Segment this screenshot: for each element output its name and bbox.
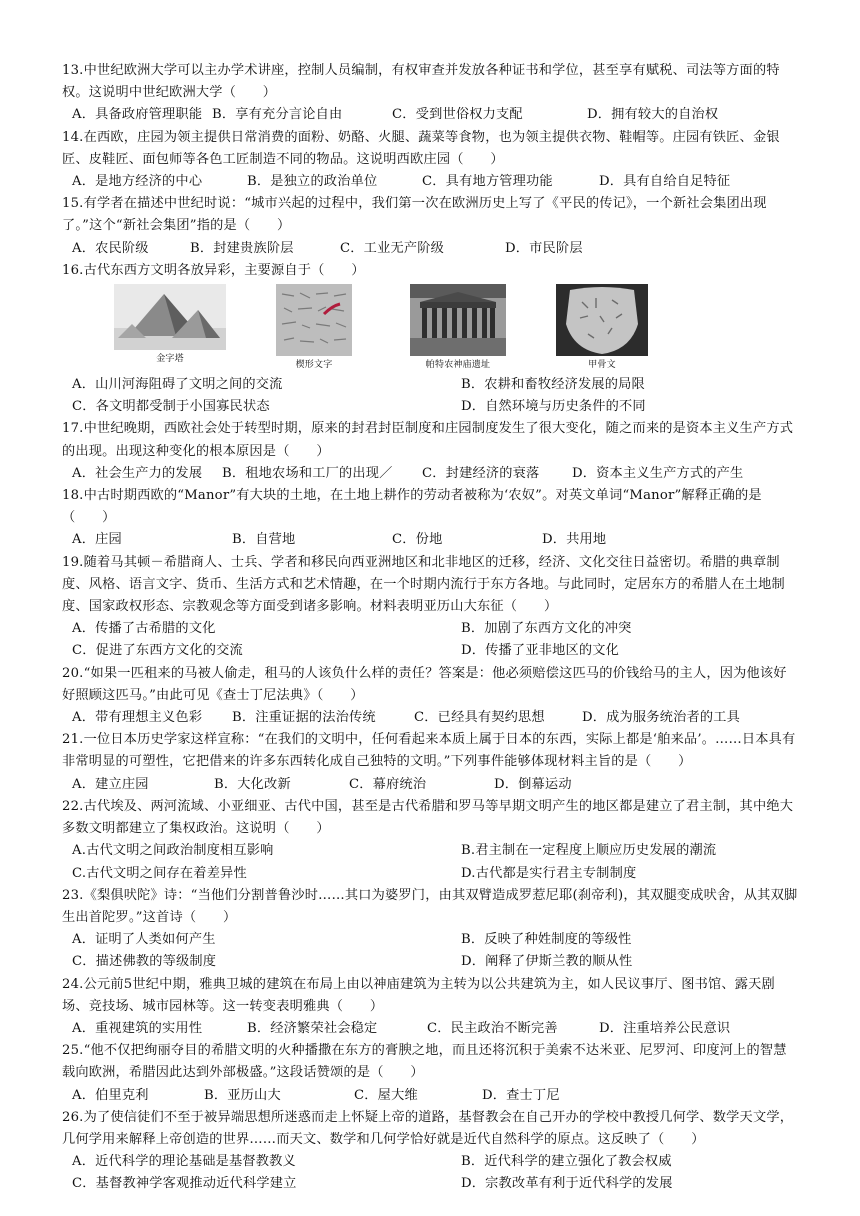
figure-caption: 帕特农神庙遗址 bbox=[425, 360, 491, 371]
question-24 bbox=[62, 974, 798, 1041]
options bbox=[62, 1151, 798, 1195]
option-d: D．传播了亚非地区的文化 bbox=[461, 643, 620, 659]
option-c: C．具有地方管理功能 bbox=[422, 174, 553, 190]
option-c: C．描述佛教的等级制度 bbox=[72, 954, 217, 970]
question-20 bbox=[62, 663, 798, 730]
option-d: D．倒幕运动 bbox=[494, 776, 572, 792]
question-19 bbox=[62, 552, 798, 663]
figure-oracle-bone bbox=[530, 284, 674, 374]
question-21 bbox=[62, 729, 798, 796]
options bbox=[62, 104, 798, 126]
option-c: C.古代文明之间存在着差异性 bbox=[72, 865, 247, 881]
option-c: C．促进了东西方文化的交流 bbox=[72, 643, 243, 659]
figure-caption: 楔形文字 bbox=[295, 360, 333, 371]
question-stem: 14.在西欧，庄园为领主提供日常消费的面粉、奶酪、火腿、蔬菜等食物，也为领主提供衣物、鞋帽等。庄园有铁匠、金银匠、皮鞋匠、面包师等各色工匠制造不同的物品。这说明西欧庄园（ ） bbox=[62, 129, 780, 167]
options bbox=[62, 238, 798, 260]
option-a: A．伯里克利 bbox=[72, 1087, 149, 1103]
question-stem: 24.公元前5世纪中期，雅典卫城的建筑在布局上由以神庙建筑为主转为以公共建筑为主，如人民议事厅、图书馆、露天剧场、竞技场、城市园林等。这一转变表明雅典（ ） bbox=[62, 976, 775, 1014]
option-c: C．已经具有契约思想 bbox=[414, 710, 545, 726]
parthenon-image bbox=[410, 284, 506, 356]
question-stem: 25.“他不仅把绚丽夺目的希腊文明的火种播撒在东方的膏腴之地，而且还将沉积于美索不达米亚、尼罗河、印度河上的智慧载向欧洲，希腊因此达到外部极盛。”这段话赞颂的是（ ） bbox=[62, 1043, 787, 1081]
option-d: D．查士丁尼 bbox=[482, 1087, 560, 1103]
options bbox=[62, 1085, 798, 1107]
option-b: B．注重证据的法治传统 bbox=[232, 710, 376, 726]
cuneiform-tablet-image bbox=[276, 284, 352, 356]
option-d: D．注重培养公民意识 bbox=[599, 1020, 731, 1036]
option-b: B．封建贵族阶层 bbox=[190, 240, 294, 256]
option-c: C．受到世俗权力支配 bbox=[392, 107, 523, 123]
option-d: D．阐释了伊斯兰教的顺从性 bbox=[461, 954, 633, 970]
option-d: D.古代都是实行君主专制制度 bbox=[461, 865, 637, 881]
question-stem: 22.古代埃及、两河流域、小亚细亚、古代中国，甚至是古代希腊和罗马等早期文明产生的地区都是建立了君主制，其中绝大多数文明都建立了集权政治。这说明（ ） bbox=[62, 798, 794, 837]
figure-pyramid bbox=[98, 284, 242, 374]
option-d: D．宗教改革有利于近代科学的发展 bbox=[461, 1176, 673, 1192]
question-15 bbox=[62, 193, 798, 260]
option-b: B．加剧了东西方文化的冲突 bbox=[461, 621, 632, 637]
option-b: B．反映了种姓制度的等级性 bbox=[461, 932, 632, 948]
pyramid-image bbox=[114, 284, 226, 350]
option-a: A．庄园 bbox=[72, 532, 122, 548]
option-c: C．屋大维 bbox=[354, 1087, 418, 1103]
question-stem: 19.随着马其顿－希腊商人、士兵、学者和移民向西亚洲地区和北非地区的迁移，经济、文化交往日益密切。希腊的典章制度、风格、语言文字、货币、生活方式和艺术情趣，在一个时期内流行于东方各地。与此同时，定居东方的希腊人在土地制度、国家政权形态、宗教观念等方面受到诸多影响。材料表明亚历山大东征（ ） bbox=[62, 554, 785, 615]
options bbox=[62, 463, 798, 485]
question-17 bbox=[62, 418, 798, 485]
option-b: B．大化改新 bbox=[214, 776, 291, 792]
question-23 bbox=[62, 885, 798, 974]
option-c: C．份地 bbox=[392, 532, 443, 548]
figure-caption: 甲骨文 bbox=[588, 360, 616, 371]
option-c: C．封建经济的衰落 bbox=[422, 465, 540, 481]
option-a: A．传播了古希腊的文化 bbox=[72, 621, 216, 637]
option-c: C．基督教神学客观推动近代科学建立 bbox=[72, 1176, 297, 1192]
options bbox=[62, 374, 798, 418]
question-25 bbox=[62, 1040, 798, 1107]
option-a: A．证明了人类如何产生 bbox=[72, 932, 216, 948]
question-stem: 21.一位日本历史学家这样宣称：“在我们的文明中，任何看起来本质上属于日本的东西，实际上都是‘舶来品’。……日本具有非常明显的可塑性，它把借来的许多东西转化成自己独特的文明。”下列事件能够体现材料主旨的是（ ） bbox=[62, 732, 796, 770]
question-stem: 13.中世纪欧洲大学可以主办学术讲座，控制人员编制，有权审查并发放各种证书和学位，甚至享有赋税、司法等方面的特权。这说明中世纪欧洲大学（ ） bbox=[62, 63, 780, 101]
image-row bbox=[62, 284, 798, 374]
figure-parthenon bbox=[386, 284, 530, 374]
figure-cuneiform bbox=[242, 284, 386, 374]
option-d: D．具有自给自足特征 bbox=[599, 174, 731, 190]
question-stem: 23.《梨俱吠陀》诗：“当他们分割普鲁沙时……其口为婆罗门，由其双臂造成罗惹尼耶(刹帝利)，其双腿变成吠舍，从其双脚生出首陀罗。”这首诗（ ） bbox=[62, 887, 798, 925]
options bbox=[62, 1018, 798, 1040]
options bbox=[62, 840, 798, 884]
options bbox=[62, 529, 798, 551]
option-a: A．是地方经济的中心 bbox=[72, 174, 203, 190]
options bbox=[62, 929, 798, 973]
question-13 bbox=[62, 60, 798, 127]
option-d: D．拥有较大的自治权 bbox=[587, 107, 719, 123]
figure-caption: 金字塔 bbox=[156, 354, 184, 365]
question-16 bbox=[62, 260, 798, 419]
option-b: B．农耕和畜牧经济发展的局限 bbox=[461, 377, 645, 393]
option-b: B．享有充分言论自由 bbox=[212, 107, 343, 123]
option-a: A.古代文明之间政治制度相互影响 bbox=[72, 843, 274, 859]
question-stem: 17.中世纪晚期，西欧社会处于转型时期，原来的封君封臣制度和庄园制度发生了很大变化，随之而来的是资本主义生产方式的出现。出现这种变化的根本原因是（ ） bbox=[62, 421, 794, 459]
options bbox=[62, 707, 798, 729]
question-18 bbox=[62, 485, 798, 552]
option-a: A．山川河海阻碍了文明之间的交流 bbox=[72, 377, 283, 393]
option-d: D．资本主义生产方式的产生 bbox=[572, 465, 744, 481]
question-stem: 18.中古时期西欧的“Manor”有大块的土地，在土地上耕作的劳动者被称为‘农奴”。对英文单词“Manor”解释正确的是（ ） bbox=[62, 488, 762, 526]
option-b: B．租地农场和工厂的出现／ bbox=[222, 465, 393, 481]
option-a: A．建立庄园 bbox=[72, 776, 149, 792]
question-stem: 26.为了使信徒们不至于被异端思想所迷惑而走上怀疑上帝的道路，基督教会在自己开办的学校中教授几何学、数学天文学，几何学用来解释上帝创造的世界……而天文、数学和几何学恰好就是近代自然科学的原点。这反映了（ ） bbox=[62, 1109, 794, 1147]
option-a: A．社会生产力的发展 bbox=[72, 465, 203, 481]
option-c: C．民主政治不断完善 bbox=[427, 1020, 558, 1036]
option-d: D．自然环境与历史条件的不同 bbox=[461, 399, 646, 415]
option-d: D．成为服务统治者的工具 bbox=[582, 710, 741, 726]
option-d: D．市民阶层 bbox=[505, 240, 583, 256]
options bbox=[62, 618, 798, 662]
option-c: C．幕府统治 bbox=[349, 776, 427, 792]
option-a: A．近代科学的理论基础是基督教教义 bbox=[72, 1154, 296, 1170]
option-a: A．重视建筑的实用性 bbox=[72, 1020, 203, 1036]
option-b: B．经济繁荣社会稳定 bbox=[247, 1020, 378, 1036]
option-b: B．近代科学的建立强化了教会权威 bbox=[461, 1154, 672, 1170]
question-stem: 20.“如果一匹租来的马被人偷走，租马的人该负什么样的责任？答案是：他必须赔偿这匹马的价钱给马的主人，因为他该好好照顾这匹马。”由此可见《查士丁尼法典》（ ） bbox=[62, 665, 787, 703]
option-b: B.君主制在一定程度上顺应历史发展的潮流 bbox=[461, 843, 717, 859]
option-b: B．亚历山大 bbox=[204, 1087, 281, 1103]
options bbox=[62, 171, 798, 193]
option-a: A．农民阶级 bbox=[72, 240, 149, 256]
option-b: B．是独立的政治单位 bbox=[247, 174, 378, 190]
question-14 bbox=[62, 127, 798, 194]
question-26 bbox=[62, 1107, 798, 1196]
oracle-bone-image bbox=[556, 284, 648, 356]
question-stem: 16.古代东西方文明各放异彩，主要源自于（ ） bbox=[62, 262, 365, 278]
question-stem: 15.有学者在描述中世纪时说：“城市兴起的过程中，我们第一次在欧洲历史上写了《平民的传记》，一个新社会集团出现了。”这个“新社会集团”指的是（ ） bbox=[62, 196, 767, 234]
option-c: C．工业无产阶级 bbox=[340, 240, 445, 256]
question-22 bbox=[62, 796, 798, 885]
option-c: C．各文明都受制于小国寡民状态 bbox=[72, 399, 270, 415]
option-a: A．带有理想主义色彩 bbox=[72, 710, 203, 726]
option-b: B．自营地 bbox=[232, 532, 296, 548]
option-a: A．具备政府管理职能 bbox=[72, 107, 203, 123]
options bbox=[62, 774, 798, 796]
option-d: D．共用地 bbox=[542, 532, 607, 548]
